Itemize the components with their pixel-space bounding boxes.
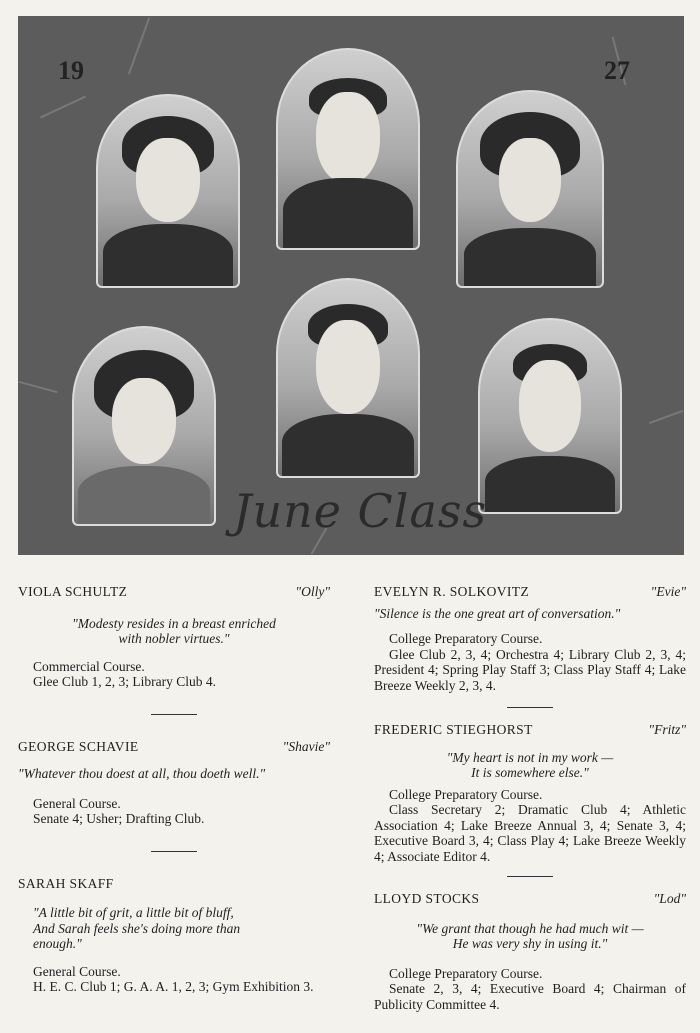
senior-name: FREDERIC STIEGHORST xyxy=(374,722,533,737)
senior-name: EVELYN R. SOLKOVITZ xyxy=(374,584,530,599)
class-caption: June Class xyxy=(233,484,488,538)
portrait-bottom-right xyxy=(478,318,622,514)
senior-quote: "Silence is the one great art of conversation." xyxy=(374,605,621,621)
senior-activities: Class Secretary 2; Dramatic Club 4; Athletic Association 4; Lake Breeze Annual 3, 4; Senate 3, 4; Executive Board 3, 4; Class Play 4; Lake Breeze Weekly 4; Associate Editor 4. xyxy=(374,802,686,864)
right-column xyxy=(374,584,686,1012)
year-right: 27 xyxy=(604,56,630,85)
senior-activities: Senate 2, 3, 4; Executive Board 4; Chairman of Publicity Committee 4. xyxy=(374,981,686,1012)
senior-nickname: "Fritz" xyxy=(648,722,686,737)
portrait-bottom-left xyxy=(72,326,216,526)
senior-entry xyxy=(374,891,686,1012)
divider xyxy=(507,707,553,708)
senior-nickname: "Olly" xyxy=(295,584,330,599)
portrait-top-left xyxy=(96,94,240,288)
senior-course: Commercial Course. xyxy=(33,658,145,674)
senior-course: College Preparatory Course. xyxy=(389,631,543,646)
senior-quote: "Modesty resides in a breast enriched with nobler virtues." xyxy=(72,615,276,646)
senior-course: General Course. xyxy=(33,963,121,979)
senior-activities: H. E. C. Club 1; G. A. A. 1, 2, 3; Gym Exhibition 3. xyxy=(33,979,314,994)
senior-name: LLOYD STOCKS xyxy=(374,891,480,906)
divider xyxy=(151,714,197,715)
senior-name: VIOLA SCHULTZ xyxy=(18,584,128,599)
senior-nickname: "Lod" xyxy=(653,891,686,906)
year-left: 19 xyxy=(58,56,84,85)
senior-quote: "We grant that though he had much wit — He was very shy in using it." xyxy=(416,920,644,951)
senior-quote: "Whatever thou doest at all, thou doeth well." xyxy=(18,766,266,781)
senior-entry xyxy=(18,739,330,827)
senior-name: GEORGE SCHAVIE xyxy=(18,738,139,754)
class-photo-board xyxy=(18,16,684,555)
senior-quote: "A little bit of grit, a little bit of bluff, And Sarah feels she's doing more than enough." xyxy=(33,905,241,951)
senior-quote: "My heart is not in my work — It is somewhere else." xyxy=(446,749,614,780)
senior-activities: Glee Club 1, 2, 3; Library Club 4. xyxy=(33,674,216,689)
left-column xyxy=(18,584,330,995)
senior-course: College Preparatory Course. xyxy=(389,965,543,981)
senior-entry xyxy=(374,722,686,864)
senior-entry xyxy=(374,584,686,693)
senior-activities: Glee Club 2, 3, 4; Orchestra 4; Library Club 2, 3, 4; President 4; Spring Play Staff 3; Class Play Staff 4; Lake Breeze Weekly 2, 3, 4. xyxy=(374,646,686,693)
senior-entry xyxy=(18,584,330,690)
senior-entry xyxy=(18,876,330,995)
senior-activities: Senate 4; Usher; Drafting Club. xyxy=(33,811,205,826)
senior-course: College Preparatory Course. xyxy=(389,786,543,802)
portrait-bottom-center xyxy=(276,278,420,478)
senior-nickname: "Shavie" xyxy=(282,738,330,754)
senior-course: General Course. xyxy=(33,795,121,811)
divider xyxy=(507,876,553,877)
senior-nickname: "Evie" xyxy=(650,584,686,599)
divider xyxy=(151,851,197,852)
portrait-top-right xyxy=(456,90,604,288)
portrait-top-center xyxy=(276,48,420,250)
senior-name: SARAH SKAFF xyxy=(18,875,114,891)
